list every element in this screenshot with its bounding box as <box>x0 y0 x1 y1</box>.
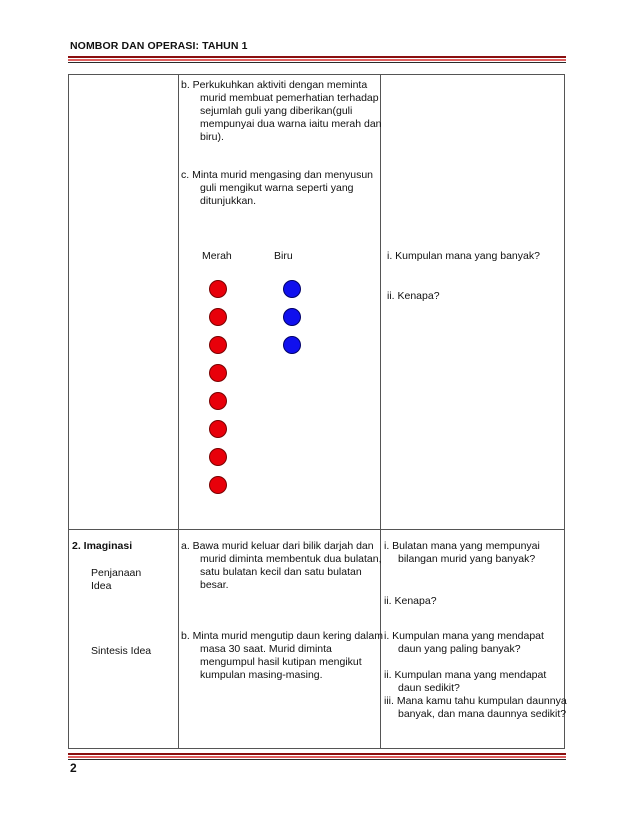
activity-b2-text: b. Minta murid mengutip daun kering dalam masa 30 saat. Murid diminta mengumpul hasil kutipan mengikut kumpulan masing-masing. <box>181 630 383 681</box>
table-column-divider <box>178 75 179 748</box>
blue-marble <box>283 280 301 298</box>
red-marble <box>209 476 227 494</box>
red-marble <box>209 336 227 354</box>
table-row-divider <box>69 529 564 530</box>
sub-penjanaan-idea: Penjanaan Idea <box>91 567 142 592</box>
label-merah: Merah <box>202 250 232 262</box>
activity-a-text: a. Bawa murid keluar dari bilik darjah dan murid diminta membentuk dua bulatan, satu bulatan kecil dan satu bulatan besar. <box>181 540 382 591</box>
blue-marble <box>283 336 301 354</box>
question-i: i. Kumpulan mana yang banyak? <box>387 250 540 262</box>
header-rule-dark <box>68 62 566 63</box>
page-number: 2 <box>70 761 77 775</box>
sub-sintesis-idea: Sintesis Idea <box>91 645 152 657</box>
blue-marble <box>283 308 301 326</box>
red-marble <box>209 364 227 382</box>
header-rule-accent <box>68 59 566 61</box>
label-biru: Biru <box>274 250 293 262</box>
red-marble <box>209 392 227 410</box>
activity-b-text: b. Perkukuhkan aktiviti dengan meminta murid membuat pemerhatian terhadap sejumlah guli yang diberikan(guli mempunyai dua warna iaitu merah dan biru). <box>181 79 382 143</box>
activity-c-text: c. Minta murid mengasing dan menyusun guli mengikut warna seperti yang ditunjukkan. <box>181 169 374 207</box>
red-marble <box>209 308 227 326</box>
question-b-i: i. Kumpulan mana yang mendapat daun yang paling banyak? <box>384 630 544 655</box>
footer-rule <box>68 753 566 755</box>
lesson-table <box>68 74 565 749</box>
question-a-i: i. Bulatan mana yang mempunyai bilangan murid yang banyak? <box>384 540 540 565</box>
question-b-ii: ii. Kumpulan mana yang mendapat daun sedikit? <box>384 669 547 694</box>
step-title-imaginasi: 2. Imaginasi <box>72 540 133 552</box>
red-marble <box>209 448 227 466</box>
question-ii: ii. Kenapa? <box>387 290 440 302</box>
header-rule <box>68 56 566 58</box>
footer-rule-dark <box>68 759 566 760</box>
page-header-title: NOMBOR DAN OPERASI: TAHUN 1 <box>70 40 248 52</box>
red-marble <box>209 280 227 298</box>
question-b-iii: iii. Mana kamu tahu kumpulan daunnya banyak, dan mana daunnya sedikit? <box>384 695 567 720</box>
red-marble <box>209 420 227 438</box>
footer-rule-accent <box>68 756 566 758</box>
question-a-ii: ii. Kenapa? <box>384 595 437 607</box>
